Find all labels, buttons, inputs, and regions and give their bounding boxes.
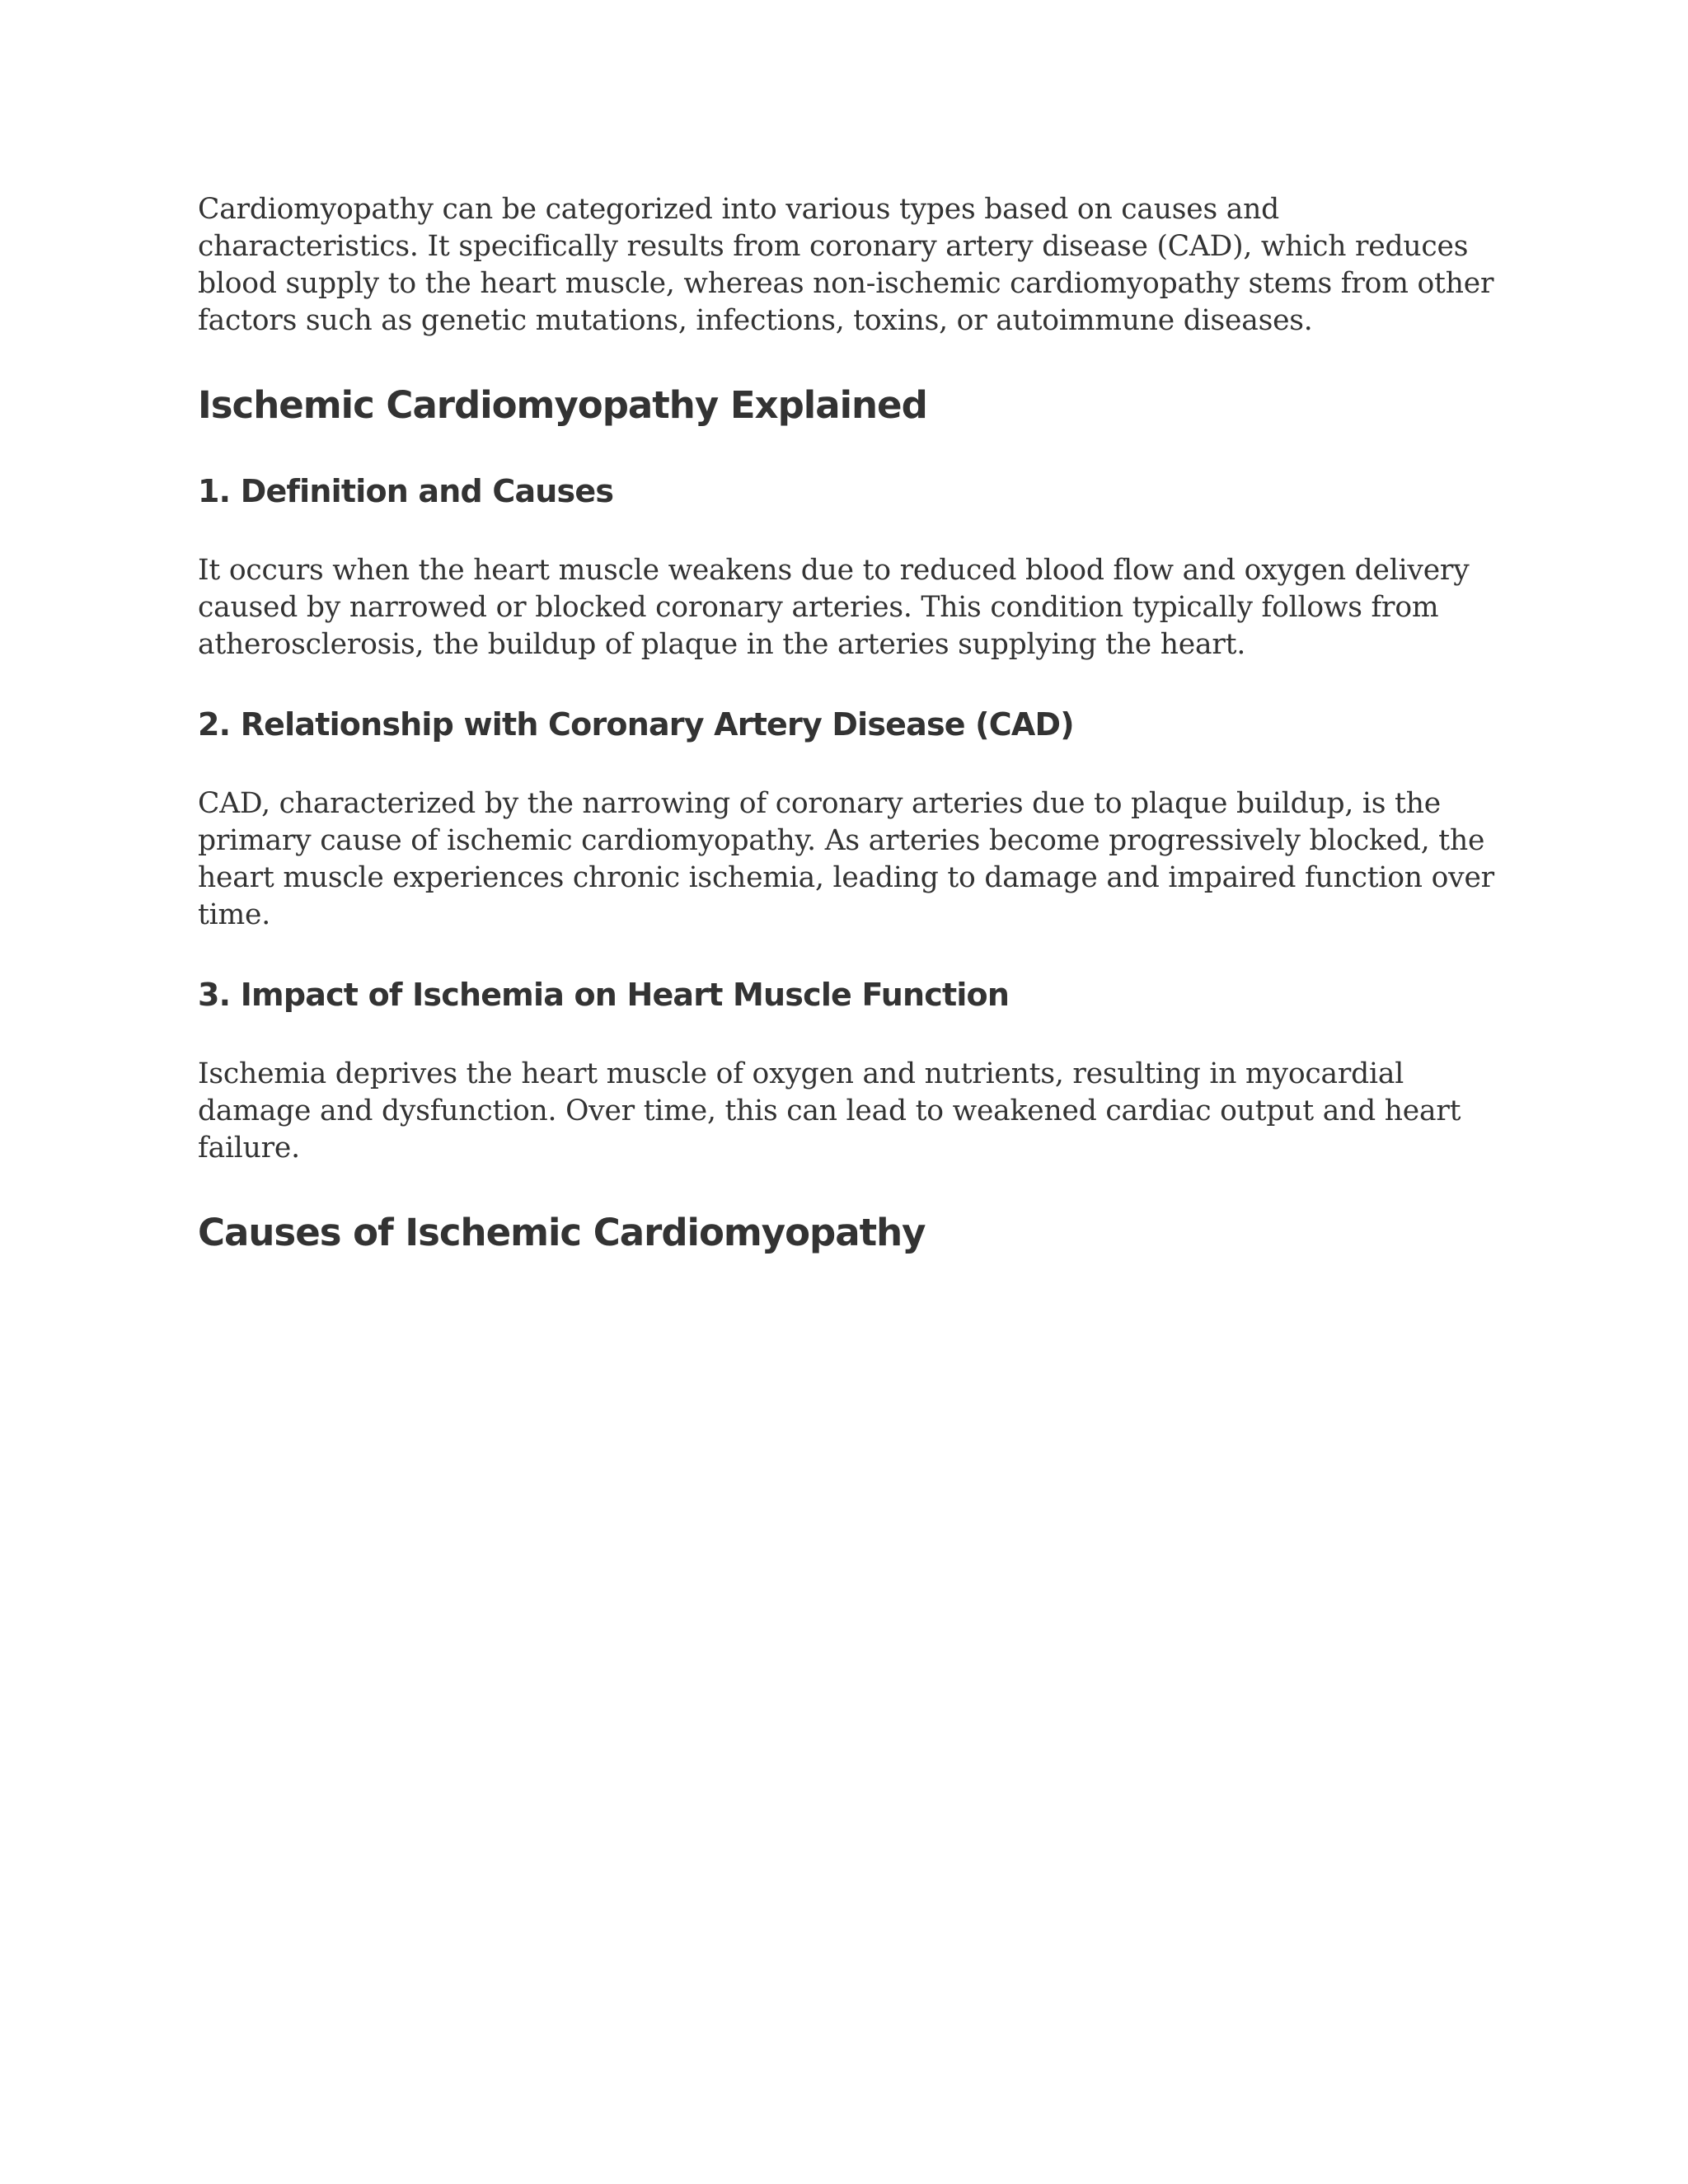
- subsection-body-impact: Ischemia deprives the heart muscle of oxygen and nutrients, resulting in myocardial damage and dysfunction. Over time, this can lead to weakened cardiac output and heart failure.: [198, 1057, 1461, 1165]
- subsection-heading-relationship: 2. Relationship with Coronary Artery Disease (CAD): [198, 706, 1074, 743]
- section-heading-causes: Causes of Ischemic Cardiomyopathy: [198, 1211, 926, 1254]
- section-heading-explained: Ischemic Cardiomyopathy Explained: [198, 383, 927, 427]
- subsection-body-relationship: CAD, characterized by the narrowing of coronary arteries due to plaque buildup, is the primary cause of ischemic cardiomyopathy. As arteries become progressively blocked, the heart muscle experiences chronic ischemia, leading to damage and impaired function over time.: [198, 787, 1494, 931]
- intro-paragraph: Cardiomyopathy can be categorized into various types based on causes and characteristics. It specifically results from coronary artery disease (CAD), which reduces blood supply to the heart muscle, whereas non-ischemic cardiomyopathy stems from other factors such as genetic mutations, infections, toxins, or autoimmune diseases.: [198, 193, 1494, 337]
- subsection-body-definition: It occurs when the heart muscle weakens due to reduced blood flow and oxygen delivery caused by narrowed or blocked coronary arteries. This condition typically follows from atherosclerosis, the buildup of plaque in the arteries supplying the heart.: [198, 554, 1470, 661]
- subsection-heading-impact: 3. Impact of Ischemia on Heart Muscle Function: [198, 977, 1010, 1013]
- document-content: [198, 191, 1500, 1256]
- subsection-heading-definition: 1. Definition and Causes: [198, 473, 614, 509]
